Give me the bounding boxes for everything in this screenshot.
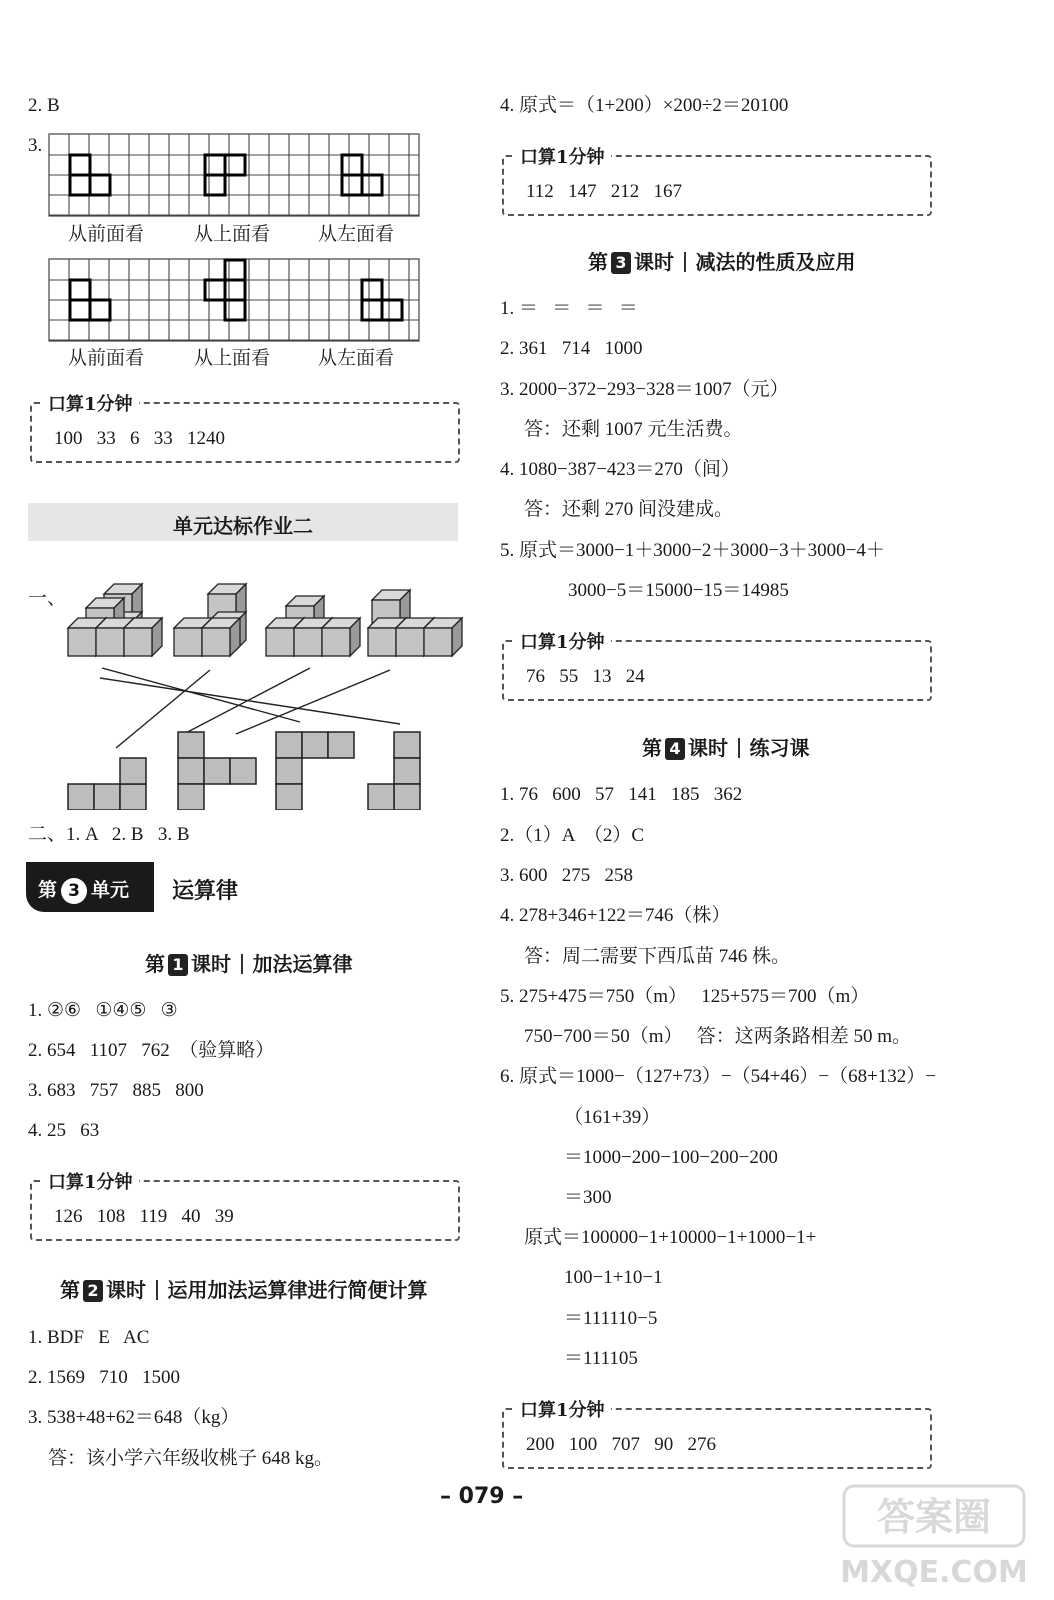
question-2-answers: 二、1. A 2. B 3. B [28,824,190,845]
unit-title: 运算律 [172,879,239,904]
view-grid-2 [48,258,420,342]
answer-4: 4. 原式＝（1+200）×200÷2＝20100 [500,95,789,116]
caption-left-2: 从左面看 [318,347,395,369]
svg-text:答案圈: 答案圈 [876,1495,992,1539]
oral-calc-box [502,1400,932,1469]
oral-calc-box [30,394,460,463]
oral-calc-title: 口算1分钟 [42,390,139,416]
lesson4-answer-5: 5. 275+475＝750（m） 125+575＝700（m） [500,986,870,1007]
lesson-number: 3 [611,252,631,274]
lesson4-answer-5-cont: 750−700＝50（m） 答：这两条路相差 50 m。 [524,1026,912,1047]
lesson4-answer-1: 1. 76 600 57 141 185 362 [500,784,743,805]
lesson4-answer-3: 3. 600 275 258 [500,865,633,886]
lesson4-answer-6-l5: 原式＝100000−1+10000−1+1000−1+ [524,1227,817,1248]
lesson-mid: 课时 [191,952,231,976]
lesson-number: 1 [168,954,188,976]
lesson4-answer-6-l4: ＝300 [564,1187,612,1208]
lesson2-answer-3-reply: 答：该小学六年级收桃子 648 kg。 [48,1448,334,1469]
caption-top-2: 从上面看 [194,347,271,369]
lesson3-answer-3-reply: 答：还剩 1007 元生活费。 [524,419,743,440]
lesson3-answer-2: 2. 361 714 1000 [500,338,643,359]
caption-top-1: 从上面看 [194,223,271,245]
lesson2-answer-2: 2. 1569 710 1500 [28,1367,180,1388]
answer-2: 2. B [28,95,60,116]
caption-front-2: 从前面看 [68,347,145,369]
oral-calc-values: 200 100 707 90 276 [526,1434,716,1455]
unit-prefix: 第 [38,879,58,901]
unit-number: 3 [61,878,87,904]
section-header [28,503,458,541]
lesson-number: 4 [665,738,685,760]
oral-calc-values: 126 108 119 40 39 [54,1206,234,1227]
caption-front-1: 从前面看 [68,223,145,245]
unit-suffix: 单元 [91,879,130,901]
lesson4-answer-6: 6. 原式＝1000−（127+73）−（54+46）−（68+132）− [500,1066,937,1087]
lesson-1-header [145,948,353,977]
watermark-logo [840,1482,1030,1592]
oral-calc-values: 112 147 212 167 [526,181,683,202]
page-number: – 079 – [440,1484,524,1509]
lesson2-answer-1: 1. BDF E AC [28,1327,150,1348]
lesson-mid: 课时 [688,736,728,760]
oral-calc-title: 口算1分钟 [42,1168,139,1194]
oral-calc-box [502,632,932,701]
lesson3-answer-3: 3. 2000−372−293−328＝1007（元） [500,379,789,400]
lesson-number: 2 [83,1280,103,1302]
lesson3-answer-5: 5. 原式＝3000−1＋3000−2＋3000−3＋3000−4＋ [500,540,885,561]
lesson-prefix: 第 [642,736,662,760]
lesson4-answer-4-reply: 答：周二需要下西瓜苗 746 株。 [524,946,791,967]
cube-matching-figure [60,578,470,810]
svg-text:MXQE.COM: MXQE.COM [840,1555,1028,1590]
oral-calc-box [30,1172,460,1241]
lesson2-answer-3: 3. 538+48+62＝648（kg） [28,1407,240,1428]
oral-calc-title: 口算1分钟 [514,1396,611,1422]
lesson1-answer-3: 3. 683 757 885 800 [28,1080,204,1101]
lesson-title: 练习课 [749,736,810,760]
oral-calc-values: 100 33 6 33 1240 [54,428,225,449]
lesson-title: 减法的性质及应用 [695,250,856,274]
caption-left-1: 从左面看 [318,223,395,245]
lesson1-answer-2: 2. 654 1107 762 （验算略） [28,1040,275,1061]
lesson3-answer-5-cont: 3000−5＝15000−15＝14985 [568,580,789,601]
oral-calc-values: 76 55 13 24 [526,666,645,687]
lesson4-answer-6-l7: ＝111110−5 [564,1308,658,1329]
unit-banner [26,862,154,912]
lesson4-answer-4: 4. 278+346+122＝746（株） [500,905,731,926]
answer-3-label: 3. [28,135,43,156]
oral-calc-title: 口算1分钟 [514,143,611,169]
lesson4-answer-6-l3: ＝1000−200−100−200−200 [564,1147,778,1168]
question-1-label: 一、 [28,587,67,609]
lesson-title: 运用加法运算律进行简便计算 [167,1278,428,1302]
section-title: 单元达标作业二 [173,514,313,538]
lesson3-answer-1: 1. ＝ ＝ ＝ ＝ [500,298,638,319]
lesson4-answer-6-l6: 100−1+10−1 [564,1267,663,1288]
lesson-prefix: 第 [60,1278,80,1302]
lesson1-answer-4: 4. 25 63 [28,1120,100,1141]
oral-calc-box [502,147,932,216]
oral-calc-title: 口算1分钟 [514,628,611,654]
lesson3-answer-4-reply: 答：还剩 270 间没建成。 [524,499,734,520]
lesson-2-header [60,1274,428,1303]
lesson4-answer-2: 2.（1）A （2）C [500,825,645,846]
lesson-3-header [588,246,856,275]
view-grid-1 [48,133,420,217]
lesson-prefix: 第 [145,952,165,976]
lesson-prefix: 第 [588,250,608,274]
lesson4-answer-6-l8: ＝111105 [564,1348,638,1369]
lesson1-answer-1: 1. ②⑥ ①④⑤ ③ [28,1000,178,1021]
lesson-mid: 课时 [106,1278,146,1302]
lesson-4-header [642,732,810,761]
lesson-title: 加法运算律 [252,952,353,976]
lesson3-answer-4: 4. 1080−387−423＝270（间） [500,459,740,480]
lesson-mid: 课时 [634,250,674,274]
lesson4-answer-6-l2: （161+39） [564,1107,661,1128]
